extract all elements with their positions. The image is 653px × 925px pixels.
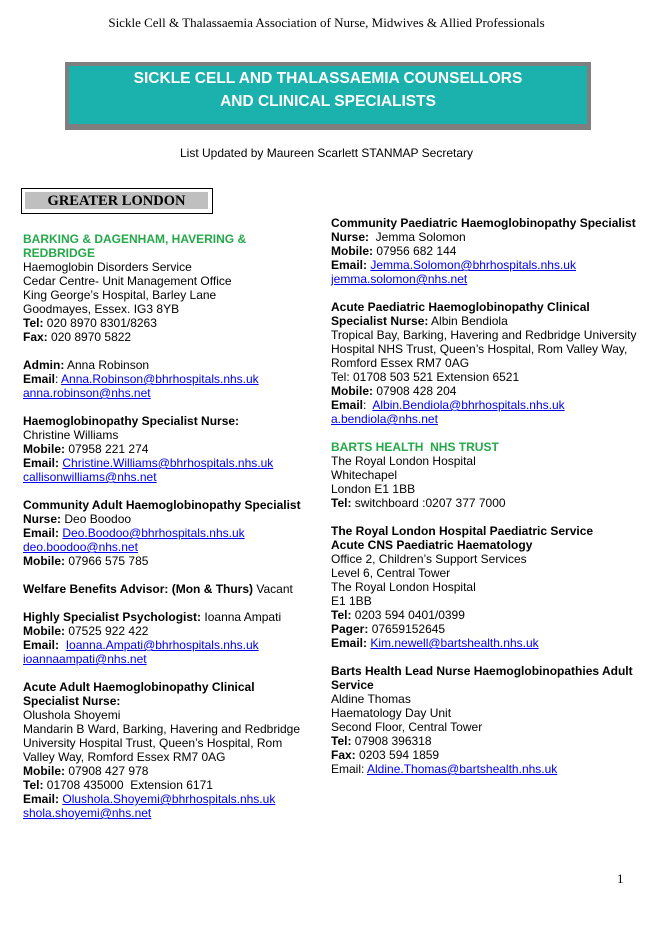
contact-aphcs [331, 300, 649, 426]
mobile-value: 07525 922 422 [65, 624, 149, 638]
role-label: Highly Specialist Psychologist: [23, 610, 202, 624]
mobile-label: Mobile: [331, 384, 373, 398]
email-label: Email: [23, 456, 60, 470]
address-line: Mandarin B Ward, Barking, Havering and Redbridge [23, 722, 301, 736]
email-link[interactable]: Deo.Boodoo@bhrhospitals.nhs.uk [62, 526, 245, 540]
email-line [331, 398, 649, 412]
email-link[interactable]: callisonwilliams@nhs.net [23, 470, 157, 484]
role-title: Community Paediatric Haemoglobinopathy Specialist [331, 216, 636, 230]
mobile-line [23, 764, 323, 778]
banner-title-line1: SICKLE CELL AND THALASSAEMIA COUNSELLORS [133, 70, 523, 87]
contact-name: Jemma Solomon [369, 230, 466, 244]
role-line [331, 230, 649, 244]
fax-line [23, 330, 323, 344]
pager-label: Pager: [331, 622, 369, 636]
pager-value: 07659152645 [368, 622, 446, 636]
email-link[interactable]: jemma.solomon@nhs.net [331, 272, 468, 286]
address-line: Haemoglobin Disorders Service [23, 260, 192, 274]
contact-lead-nurse [331, 664, 649, 776]
email-line [331, 636, 649, 650]
email-link[interactable]: Christine.Williams@bhrhospitals.nhs.uk [62, 456, 274, 470]
email-link[interactable]: ioannaampati@nhs.net [23, 652, 147, 666]
address-line: The Royal London Hospital [331, 580, 476, 594]
email-link[interactable]: Jemma.Solomon@bhrhospitals.nhs.uk [370, 258, 576, 272]
contact-name: Christine Williams [23, 428, 119, 442]
email-label: Email: [331, 762, 368, 776]
address-line: Tropical Bay, Barking, Havering and Redbridge University [331, 328, 637, 342]
role-title: Barts Health Lead Nurse Haemoglobinopathies Adult [331, 664, 633, 678]
title-banner [65, 62, 591, 130]
email-separator: : [363, 398, 373, 412]
address-line: Hospital NHS Trust, Queen’s Hospital, Rom Valley Way, [331, 342, 628, 356]
mobile-label: Mobile: [23, 554, 65, 568]
role-title: Acute Adult Haemoglobinopathy Clinical [23, 680, 255, 694]
contact-name: Olushola Shoyemi [23, 708, 121, 722]
email-line [331, 762, 649, 776]
email-line [23, 372, 323, 386]
role-title: Haemoglobinopathy Specialist Nurse: [23, 414, 240, 428]
contact-name: Deo Boodoo [61, 512, 132, 526]
email-link[interactable]: a.bendiola@nhs.net [331, 412, 438, 426]
tel-label: Tel: [331, 734, 352, 748]
tel-label: Tel: [23, 316, 44, 330]
contact-name: Ioanna Ampati [201, 610, 282, 624]
email-separator [59, 638, 66, 652]
address-line: E1 1BB [331, 594, 372, 608]
email-label: Email [331, 398, 364, 412]
fax-line [331, 748, 649, 762]
address-line: Romford Essex RM7 0AG [331, 356, 470, 370]
org-title-cont: REDBRIDGE [23, 246, 96, 260]
tel-label: Tel: [331, 496, 352, 510]
contact-psych [23, 610, 323, 666]
phone-line [331, 734, 649, 748]
page-number: 1 [617, 871, 624, 886]
address-line: Office 2, Children’s Support Services [331, 552, 527, 566]
mobile-line [23, 624, 323, 638]
phone-line [331, 608, 649, 622]
email-label: Email: [331, 258, 368, 272]
email-link[interactable]: Kim.newell@bartshealth.nhs.uk [370, 636, 539, 650]
email-separator: : [55, 372, 62, 386]
address-line: Cedar Centre- Unit Management Office [23, 274, 232, 288]
phone-line: Tel: 01708 503 521 Extension 6521 [331, 370, 520, 384]
email-label: Email: [331, 636, 368, 650]
service-subtitle: Acute CNS Paediatric Haematology [331, 538, 533, 552]
address-line: Whitechapel [331, 468, 398, 482]
email-link[interactable]: Anna.Robinson@bhrhospitals.nhs.uk [61, 372, 259, 386]
contact-name: Anna Robinson [64, 358, 150, 372]
address-line: Haematology Day Unit [331, 706, 452, 720]
email-link[interactable]: Albin.Bendiola@bhrhospitals.nhs.uk [372, 398, 565, 412]
tel-value: switchboard :0207 377 7000 [351, 496, 506, 510]
region-heading-box [21, 188, 213, 214]
mobile-line [23, 554, 323, 568]
email-label: Email: [23, 526, 60, 540]
email-label: Email [23, 372, 56, 386]
mobile-line [331, 384, 649, 398]
region-heading: GREATER LONDON [25, 192, 208, 209]
tel-value: 01708 435000 Extension 6171 [43, 778, 213, 792]
mobile-value: 07908 427 978 [65, 764, 149, 778]
tel-value: 0203 594 0401/0399 [351, 608, 465, 622]
address-line: London E1 1BB [331, 482, 416, 496]
email-link[interactable]: Aldine.Thomas@bartshealth.nhs.uk [367, 762, 558, 776]
tel-label: Tel: [331, 608, 352, 622]
contact-admin [23, 358, 323, 400]
email-line [23, 638, 323, 652]
mobile-value: 07958 221 274 [65, 442, 149, 456]
mobile-line [23, 442, 323, 456]
mobile-label: Mobile: [23, 764, 65, 778]
email-line [23, 792, 323, 806]
email-link[interactable]: Ioanna.Ampati@bhrhospitals.nhs.uk [65, 638, 259, 652]
contact-name: Albin Bendiola [428, 314, 508, 328]
role-label: Welfare Benefits Advisor: (Mon & Thurs) [23, 582, 254, 596]
address-line: University Hospital Trust, Queen’s Hospital, Rom [23, 736, 283, 750]
address-line: Valley Way, Romford Essex RM7 0AG [23, 750, 226, 764]
mobile-label: Mobile: [331, 244, 373, 258]
page-header: Sickle Cell & Thalassaemia Association of Nurse, Midwives & Allied Professionals [108, 15, 545, 30]
address-line: King George’s Hospital, Barley Lane [23, 288, 217, 302]
role-title-cont: Service [331, 678, 374, 692]
address-line: Level 6, Central Tower [331, 566, 451, 580]
tel-label: Tel: [23, 778, 44, 792]
mobile-value: 07956 682 144 [373, 244, 457, 258]
role-line [23, 610, 323, 624]
contact-welfare [23, 582, 323, 596]
address-line: Goodmayes, Essex. IG3 8YB [23, 302, 180, 316]
right-column [331, 216, 649, 790]
role-line [331, 314, 649, 328]
contact-name: Vacant [253, 582, 293, 596]
banner-title-line2: AND CLINICAL SPECIALISTS [220, 93, 436, 110]
contact-aahcs [23, 680, 323, 820]
role-label: Nurse: [331, 230, 370, 244]
fax-value: 0203 594 1859 [355, 748, 440, 762]
pager-line [331, 622, 649, 636]
contact-name: Aldine Thomas [331, 692, 411, 706]
org-block-barts [331, 440, 649, 510]
role-line [23, 512, 323, 526]
org-block-bhr [23, 232, 323, 344]
title-banner-inner [69, 66, 587, 124]
fax-label: Fax: [331, 748, 356, 762]
list-updated-note: List Updated by Maureen Scarlett STANMAP Secretary [179, 146, 473, 160]
contact-cphs [331, 216, 649, 286]
fax-value: 020 8970 5822 [47, 330, 132, 344]
mobile-label: Mobile: [23, 442, 65, 456]
address-line: Second Floor, Central Tower [331, 720, 483, 734]
role-label: Nurse: [23, 512, 62, 526]
contact-cahs [23, 498, 323, 568]
role-title: Acute Paediatric Haemoglobinopathy Clinical [331, 300, 590, 314]
service-title: The Royal London Hospital Paediatric Service [331, 524, 594, 538]
email-link[interactable]: anna.robinson@nhs.net [23, 386, 151, 400]
email-link[interactable]: deo.boodoo@nhs.net [23, 540, 138, 554]
phone-line [23, 316, 323, 330]
phone-line [331, 496, 649, 510]
role-title-cont: Specialist Nurse: [23, 694, 121, 708]
email-label: Email: [23, 638, 60, 652]
org-title: BARKING & DAGENHAM, HAVERING & [23, 232, 247, 246]
mobile-value: 07908 428 204 [373, 384, 457, 398]
phone-line [23, 778, 323, 792]
role-title: Community Adult Haemoglobinopathy Specialist [23, 498, 301, 512]
role-line [23, 358, 323, 372]
tel-value: 020 8970 8301/8263 [43, 316, 157, 330]
mobile-label: Mobile: [23, 624, 65, 638]
mobile-line [331, 244, 649, 258]
role-label: Admin: [23, 358, 65, 372]
email-line [23, 526, 323, 540]
mobile-value: 07966 575 785 [65, 554, 149, 568]
contact-hsn [23, 414, 323, 484]
email-line [331, 258, 649, 272]
email-line [23, 456, 323, 470]
contact-rlh-paediatric [331, 524, 649, 650]
address-line: The Royal London Hospital [331, 454, 476, 468]
email-link[interactable]: Olushola.Shoyemi@bhrhospitals.nhs.uk [62, 792, 276, 806]
tel-value: 07908 396318 [351, 734, 432, 748]
left-column [23, 232, 323, 834]
role-label: Specialist Nurse: [331, 314, 429, 328]
email-link[interactable]: shola.shoyemi@nhs.net [23, 806, 152, 820]
fax-label: Fax: [23, 330, 48, 344]
email-label: Email: [23, 792, 60, 806]
org-title: BARTS HEALTH NHS TRUST [331, 440, 499, 454]
role-line [23, 582, 323, 596]
